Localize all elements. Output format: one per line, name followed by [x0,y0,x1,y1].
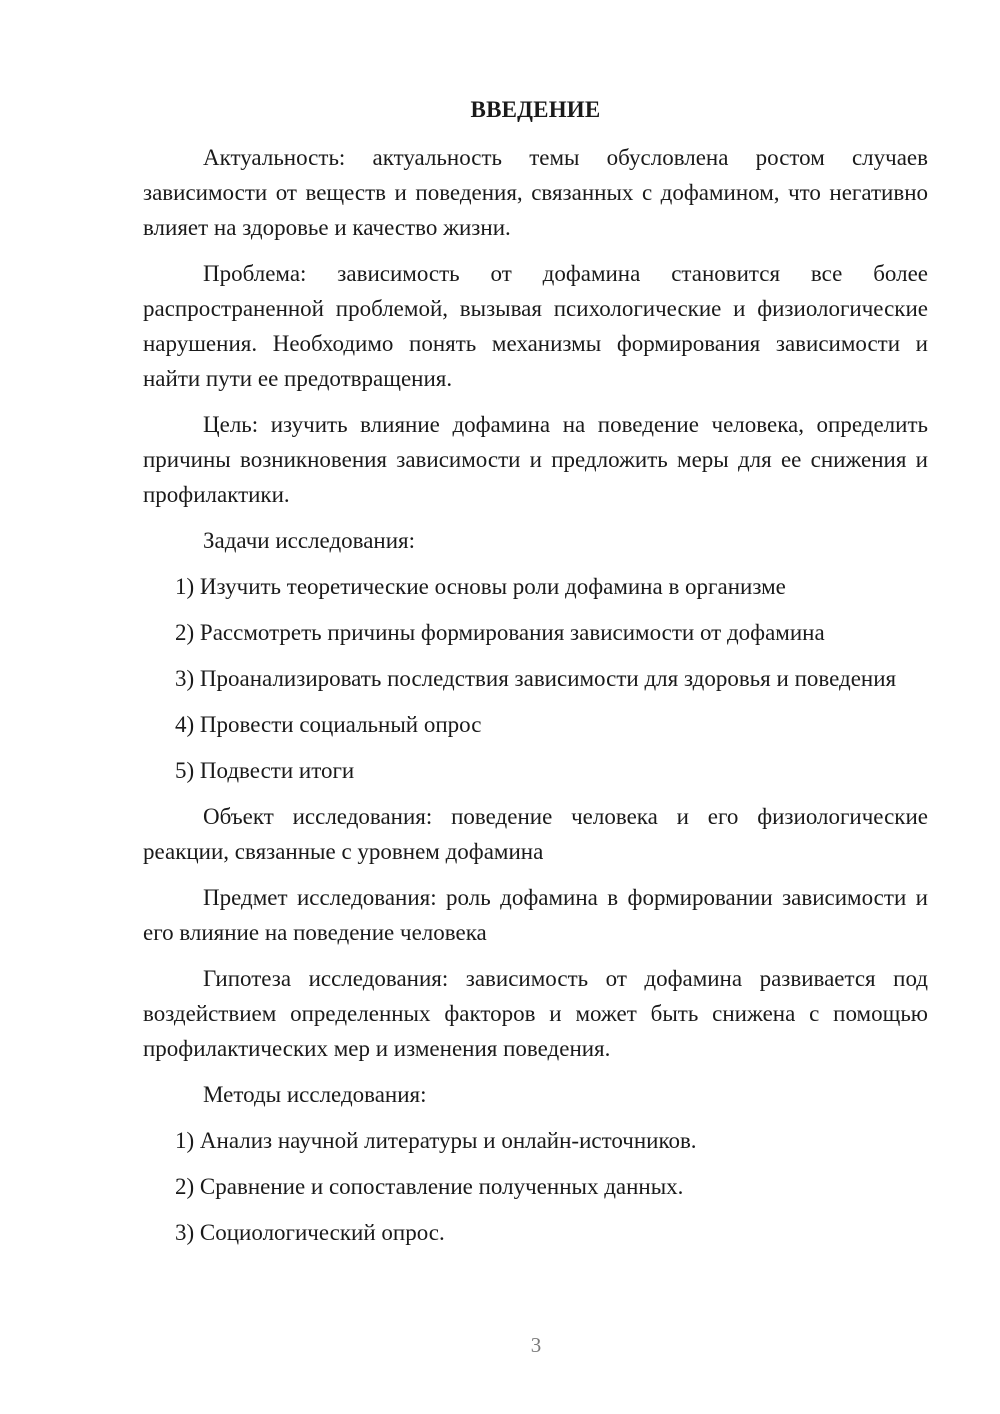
task-item: 1) Изучить теоретические основы роли дофамина в организме [175,574,786,599]
relevance-paragraph: Актуальность: актуальность темы обусловлена ростом случаев зависимости от веществ и поведения, связанных с дофамином, что негативно влияет на здоровье и качество жизни. [143,145,928,240]
methods-title: Методы исследования: [203,1082,427,1107]
method-item: 2) Сравнение и сопоставление полученных данных. [175,1174,684,1199]
method-item: 1) Анализ научной литературы и онлайн-источников. [175,1128,697,1153]
method-item: 3) Социологический опрос. [175,1220,445,1245]
subject-paragraph: Предмет исследования: роль дофамина в формировании зависимости и его влияние на поведение человека [143,885,928,945]
tasks-title: Задачи исследования: [203,528,416,553]
page-number: 3 [530,1333,542,1357]
section-heading: ВВЕДЕНИЕ [470,97,601,122]
goal-paragraph: Цель: изучить влияние дофамина на поведение человека, определить причины возникновения зависимости и предложить меры для ее снижения и профилактики. [143,412,928,507]
page-content [143,92,928,1261]
problem-paragraph: Проблема: зависимость от дофамина становится все более распространенной проблемой, вызывая психологические и физиологические нарушения. Необходимо понять механизмы формирования зависимости и найти пути ее предотвращения. [143,261,928,391]
task-item: 3) Проанализировать последствия зависимости для здоровья и поведения [175,666,897,691]
task-item: 4) Провести социальный опрос [175,712,482,737]
object-paragraph: Объект исследования: поведение человека и его физиологические реакции, связанные с уровнем дофамина [143,804,928,864]
task-item: 2) Рассмотреть причины формирования зависимости от дофамина [175,620,825,645]
hypothesis-paragraph: Гипотеза исследования: зависимость от дофамина развивается под воздействием определенных факторов и может быть снижена с помощью профилактических мер и изменения поведения. [143,966,928,1061]
task-item: 5) Подвести итоги [175,758,355,783]
